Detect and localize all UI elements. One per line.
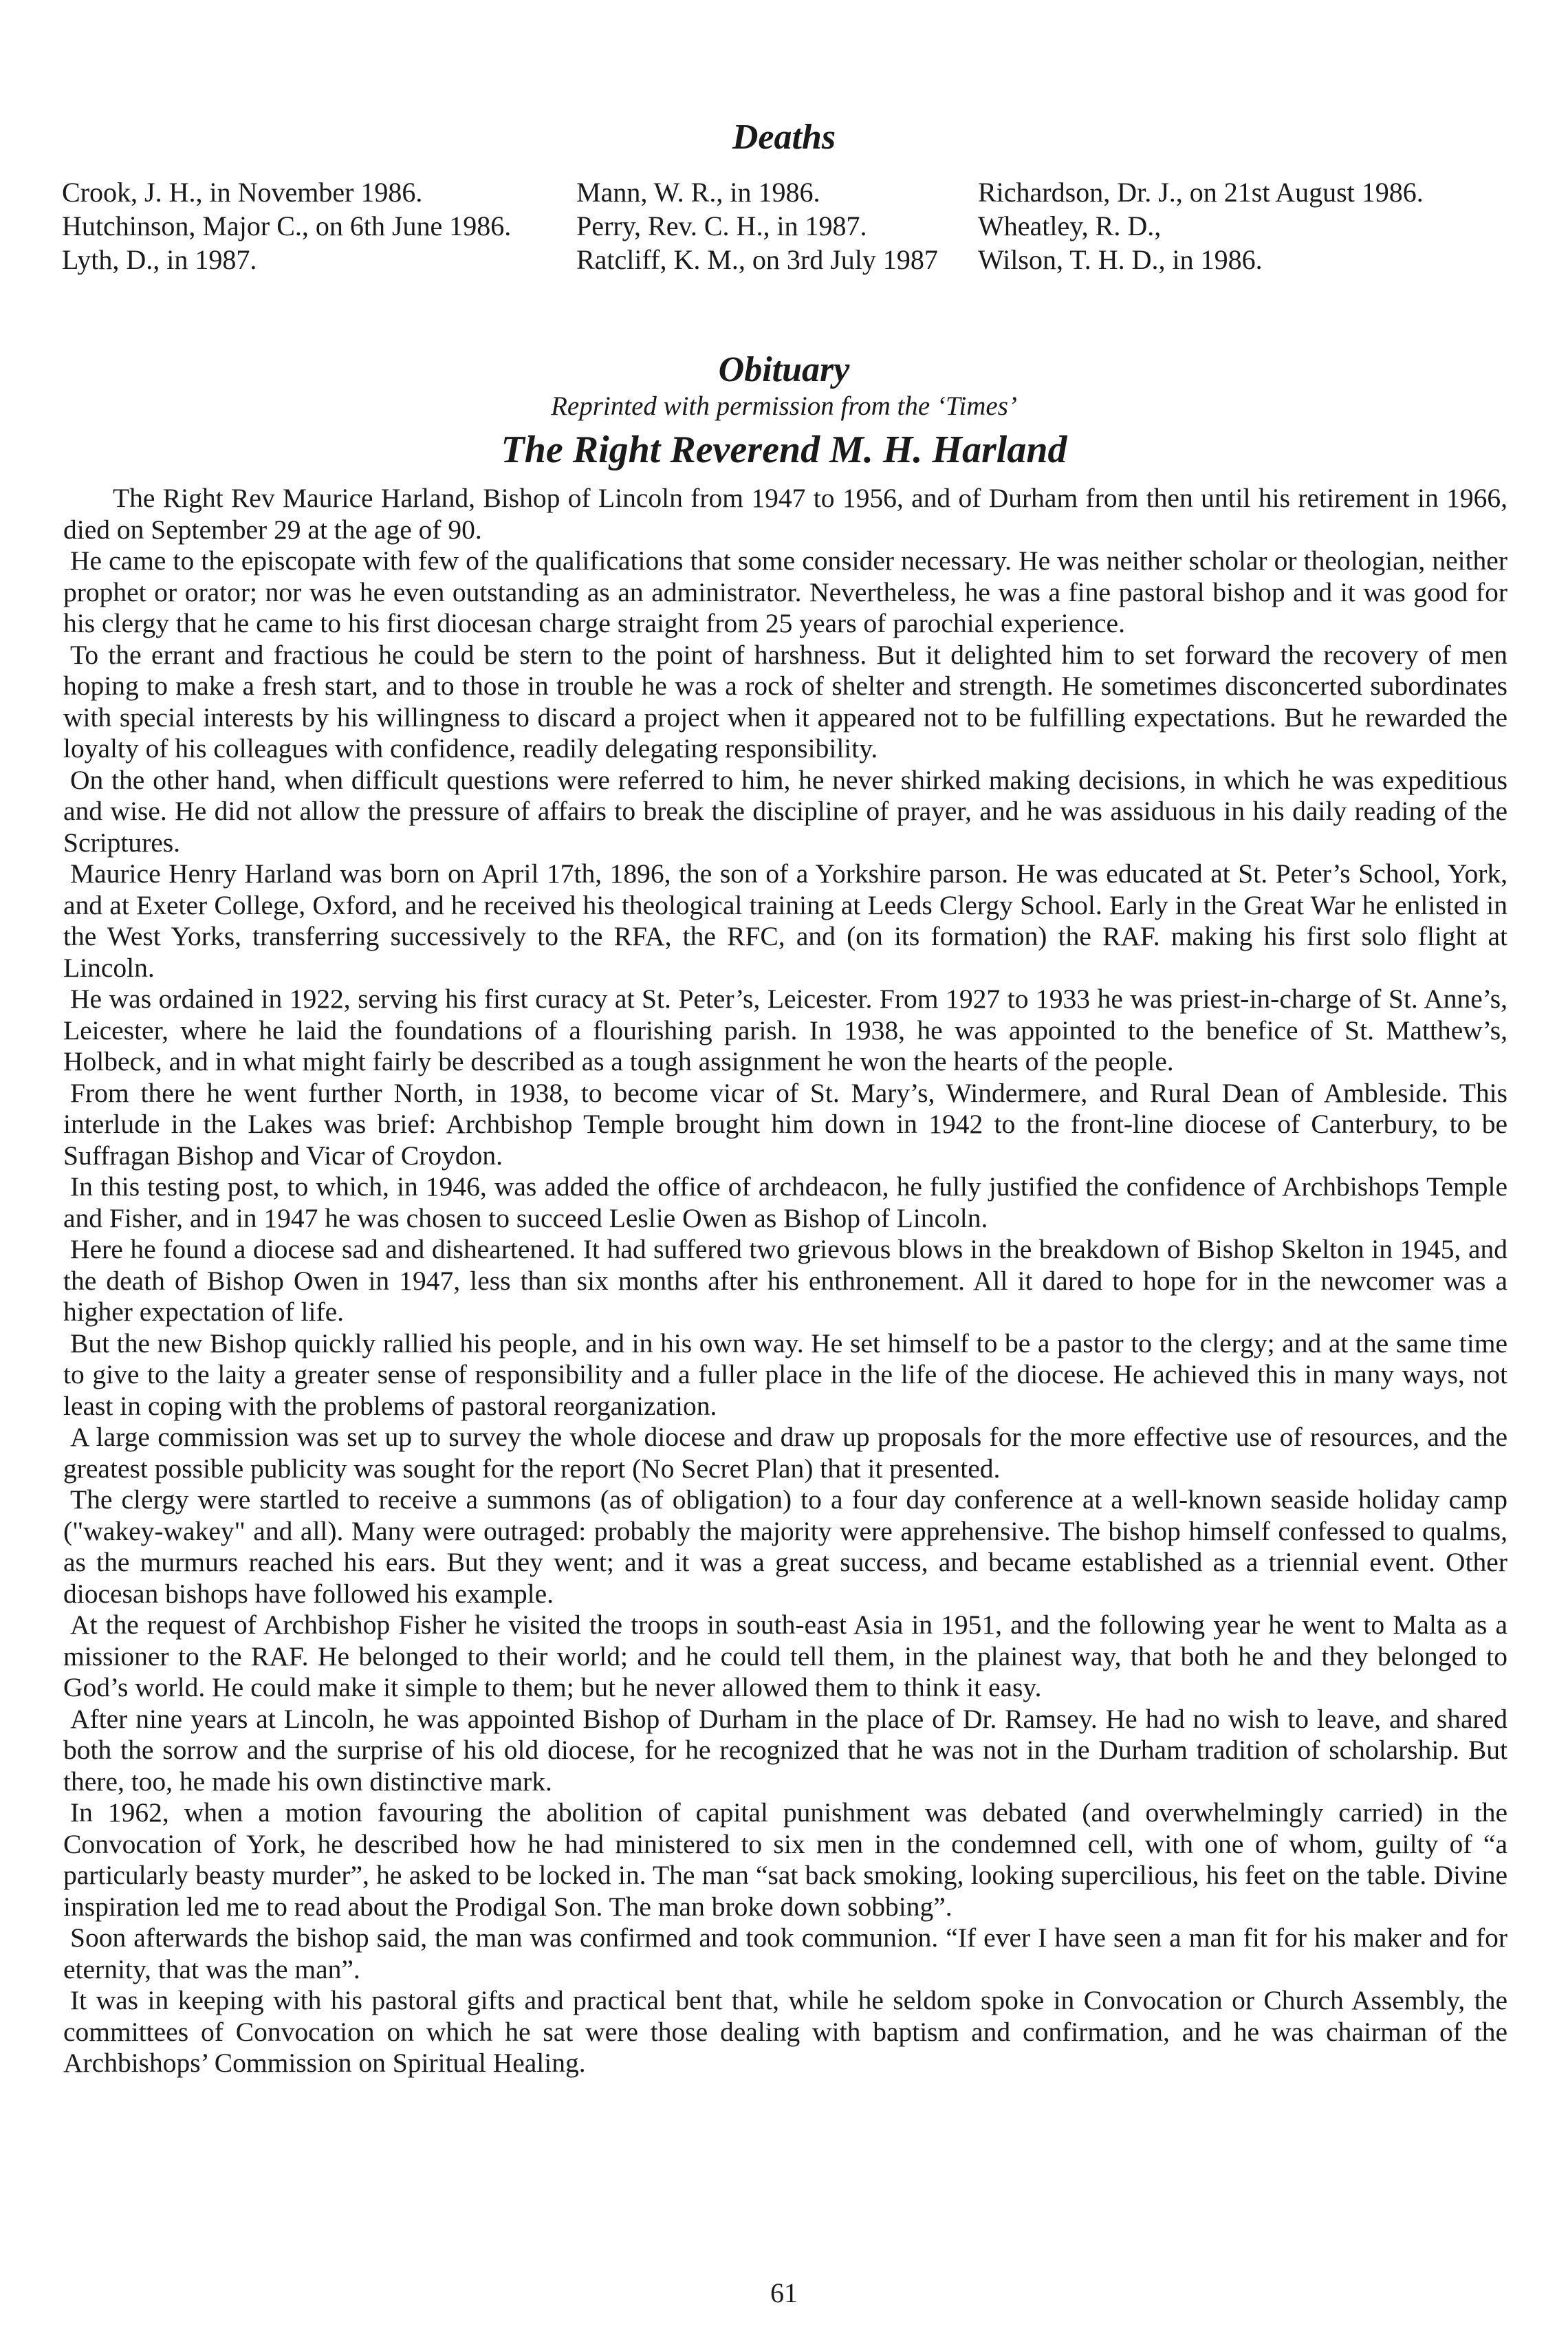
- obituary-paragraph: It was in keeping with his pastoral gifts and practical bent that, while he seldom spoke in Convocation or Church Assembly, the committees of Convocation on which he sat were those dealing with baptism and confirmation, and he was chairman of the Archbishops’ Commission on Spiritual Healing.: [63, 1985, 1507, 2078]
- obituary-paragraph: From there he went further North, in 1938, to become vicar of St. Mary’s, Windermere, and Rural Dean of Ambleside. This interlude in the Lakes was brief: Archbishop Temple brought him down in 1942 to the front-line diocese of Canterbury, to be Suffragan Bishop and Vicar of Croydon.: [63, 1077, 1507, 1171]
- obituary-body: [63, 483, 1507, 2079]
- death-entry: Richardson, Dr. J., on 21st August 1986.: [978, 177, 1424, 208]
- obituary-paragraph: He came to the episcopate with few of the qualifications that some consider necessary. He was neither scholar or theologian, neither prophet or orator; nor was he even outstanding as an administrator. Nevertheless, he was a fine pastoral bishop and it was good for his clergy that he came to his first diocesan charge straight from 25 years of parochial experience.: [63, 545, 1507, 638]
- death-entry: Mann, W. R., in 1986.: [576, 177, 820, 208]
- deaths-column: [576, 175, 961, 277]
- death-entry: Wilson, T. H. D., in 1986.: [978, 244, 1263, 275]
- obituary-paragraph: After nine years at Lincoln, he was appointed Bishop of Durham in the place of Dr. Ramsey. He had no wish to leave, and shared both the sorrow and the surprise of his old diocese, for he recognized that he was not in the Durham tradition of scholarship. But there, too, he made his own distinctive mark.: [63, 1703, 1507, 1797]
- death-entry: Hutchinson, Major C., on 6th June 1986.: [62, 210, 512, 241]
- deaths-column: [62, 175, 543, 277]
- death-entry: Lyth, D., in 1987.: [62, 244, 257, 275]
- obituary-subtitle: Reprinted with permission from the ‘Times’: [551, 391, 1017, 421]
- death-entry: Ratcliff, K. M., on 3rd July 1987: [576, 244, 938, 275]
- obituary-paragraph: But the new Bishop quickly rallied his people, and in his own way. He set himself to be a pastor to the clergy; and at the same time to give to the laity a greater sense of responsibility and a fuller place in the life of the diocese. He achieved this in many ways, not least in coping with the problems of pastoral reorganization.: [63, 1328, 1507, 1421]
- page-number: 61: [770, 2277, 798, 2308]
- obituary-paragraph: On the other hand, when difficult questions were referred to him, he never shirked making decisions, in which he was expeditious and wise. He did not allow the pressure of affairs to break the discipline of prayer, and he was assiduous in his daily reading of the Scriptures.: [63, 764, 1507, 858]
- obituary-paragraph: Here he found a diocese sad and disheartened. It had suffered two grievous blows in the breakdown of Bishop Skelton in 1945, and the death of Bishop Owen in 1947, less than six months after his enthronement. All it dared to hope for in the newcomer was a higher expectation of life.: [63, 1234, 1507, 1327]
- obituary-heading: Obituary: [718, 350, 850, 389]
- obituary-title: The Right Reverend M. H. Harland: [501, 429, 1067, 471]
- deaths-column: [978, 175, 1528, 277]
- obituary-paragraph: He was ordained in 1922, serving his first curacy at St. Peter’s, Leicester. From 1927 to 1933 he was priest-in-charge of St. Anne’s, Leicester, where he laid the foundations of a flourishing parish. In 1938, he was appointed to the benefice of St. Matthew’s, Holbeck, and in what might fairly be described as a tough assignment he won the hearts of the people.: [63, 984, 1507, 1076]
- obituary-paragraph: To the errant and fractious he could be stern to the point of harshness. But it delighted him to set forward the recovery of men hoping to make a fresh start, and to those in trouble he was a rock of shelter and strength. He sometimes disconcerted subordinates with special interests by his willingness to discard a project when it appeared not to be fulfilling expectations. But he rewarded the loyalty of his colleagues with confidence, readily delegating responsibility.: [63, 639, 1507, 763]
- obituary-paragraph: In 1962, when a motion favouring the abolition of capital punishment was debated (and overwhelmingly carried) in the Convocation of York, he described how he had ministered to six men in the condemned cell, with one of whom, guilty of “a particularly beasty murder”, he asked to be locked in. The man “sat back smoking, looking supercilious, his feet on the table. Divine inspiration led me to read about the Prodigal Son. The man broke down sobbing”.: [63, 1797, 1507, 1922]
- obituary-paragraph: Maurice Henry Harland was born on April 17th, 1896, the son of a Yorkshire parson. He was educated at St. Peter’s School, York, and at Exeter College, Oxford, and he received his theological training at Leeds Clergy School. Early in the Great War he enlisted in the West Yorks, transferring successively to the RFA, the RFC, and (on its formation) the RAF. making his first solo flight at Lincoln.: [63, 858, 1507, 983]
- death-entry: Wheatley, R. D.,: [978, 210, 1162, 241]
- obituary-paragraph: A large commission was set up to survey the whole diocese and draw up proposals for the more effective use of resources, and the greatest possible publicity was sought for the report (No Secret Plan) that it presented.: [63, 1422, 1507, 1484]
- obituary-paragraph: In this testing post, to which, in 1946, was added the office of archdeacon, he fully justified the confidence of Archbishops Temple and Fisher, and in 1947 he was chosen to succeed Leslie Owen as Bishop of Lincoln.: [63, 1171, 1507, 1233]
- obituary-paragraph: The clergy were startled to receive a summons (as of obligation) to a four day conference at a well-known seaside holiday camp ("wakey-wakey" and all). Many were outraged: probably the majority were apprehensive. The bishop himself confessed to qualms, as the murmurs reached his ears. But they went; and it was a great success, and became established as a triennial event. Other diocesan bishops have followed his example.: [63, 1484, 1507, 1609]
- death-entry: Perry, Rev. C. H., in 1987.: [576, 210, 867, 241]
- obituary-paragraph: Soon afterwards the bishop said, the man was confirmed and took communion. “If ever I have seen a man fit for his maker and for eternity, that was the man”.: [63, 1922, 1507, 1984]
- deaths-heading: Deaths: [732, 118, 836, 157]
- death-entry: Crook, J. H., in November 1986.: [62, 177, 423, 208]
- obituary-paragraph: At the request of Archbishop Fisher he visited the troops in south-east Asia in 1951, and the following year he went to Malta as a missioner to the RAF. He belonged to their world; and he could tell them, in the plainest way, that both he and they belonged to God’s world. He could make it simple to them; but he never allowed them to think it easy.: [63, 1610, 1507, 1702]
- obituary-paragraph: The Right Rev Maurice Harland, Bishop of Lincoln from 1947 to 1956, and of Durham from then until his retirement in 1966, died on September 29 at the age of 90.: [63, 483, 1507, 545]
